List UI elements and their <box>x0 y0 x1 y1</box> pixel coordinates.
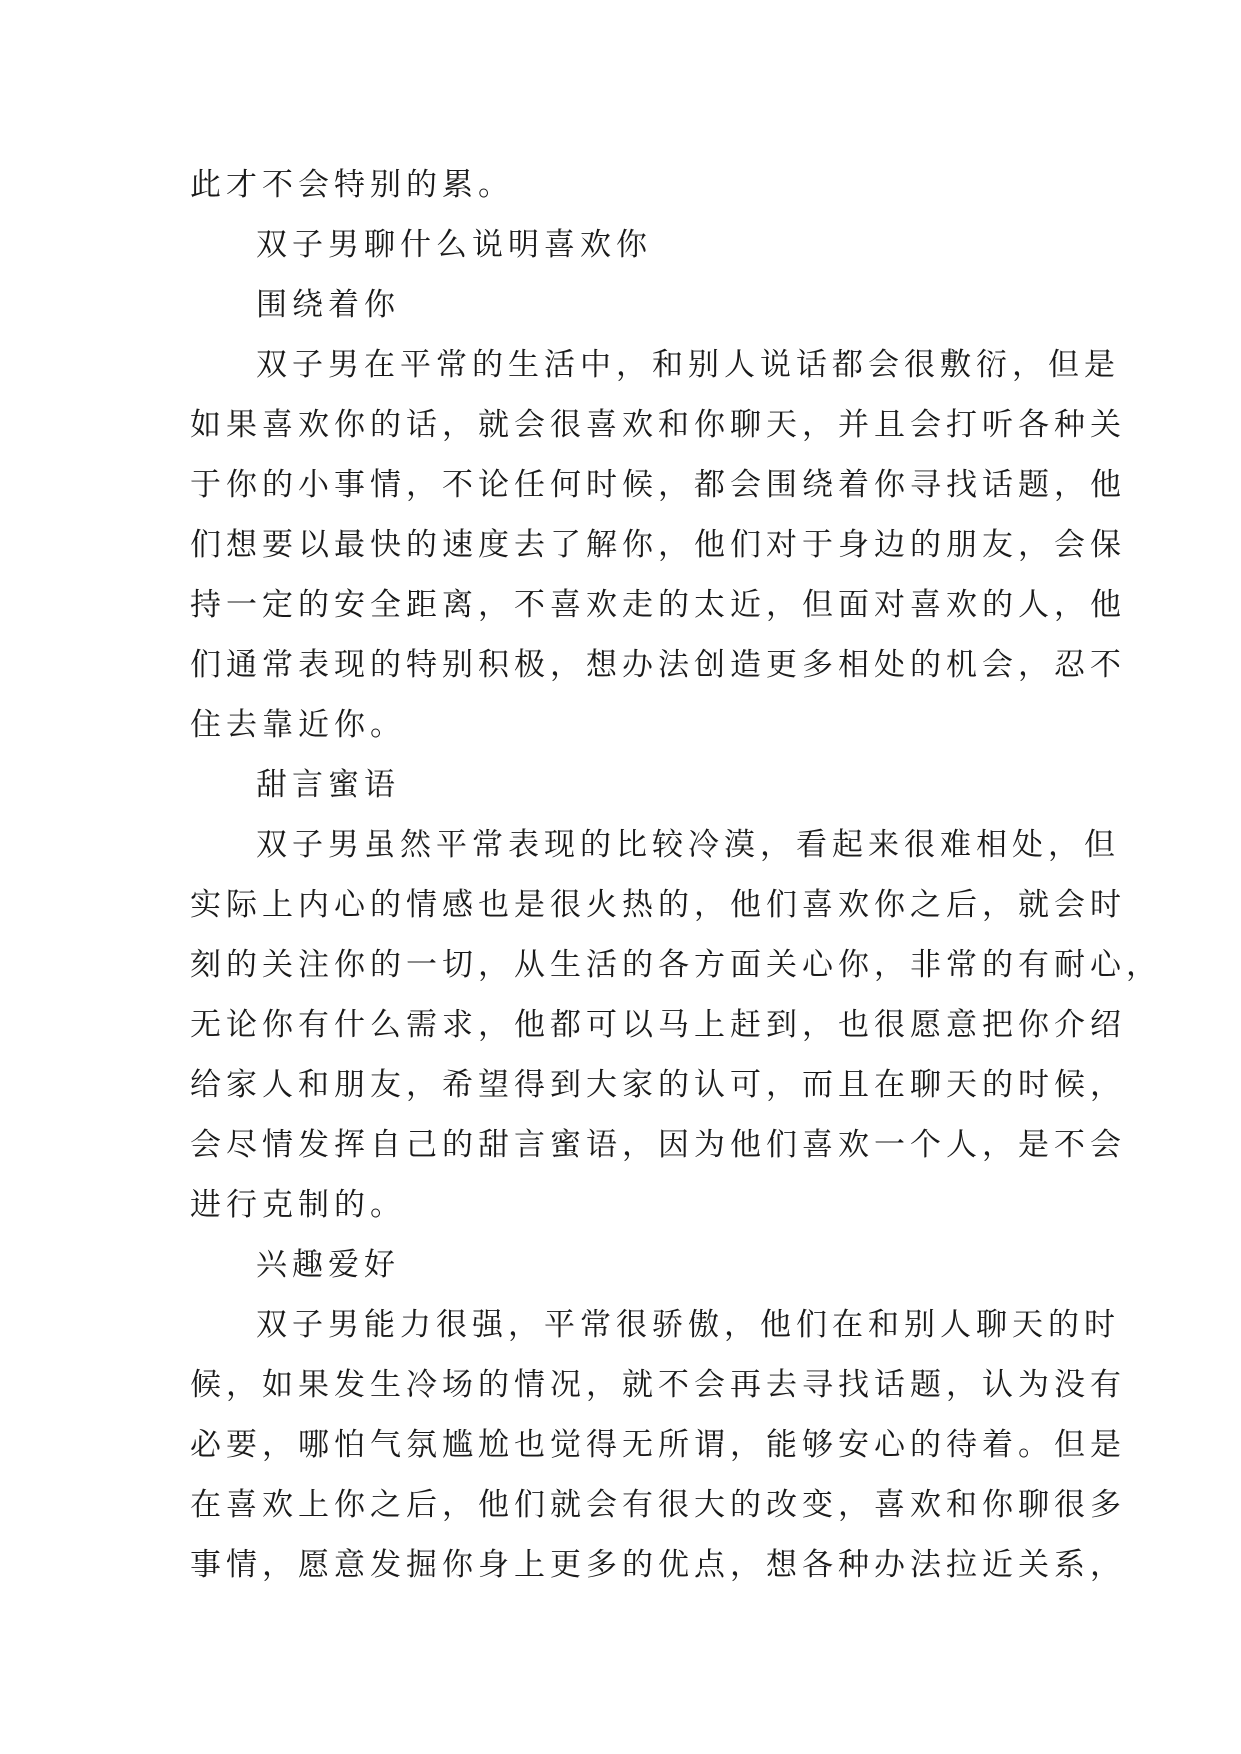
section-title: 双子男聊什么说明喜欢你 <box>256 227 652 263</box>
subheading: 甜言蜜语 <box>256 767 400 803</box>
paragraph-line: 实际上内心的情感也是很火热的，他们喜欢你之后，就会时 <box>190 887 1126 923</box>
paragraph-line: 们想要以最快的速度去了解你，他们对于身边的朋友，会保 <box>190 527 1126 563</box>
paragraph-line: 如果喜欢你的话，就会很喜欢和你聊天，并且会打听各种关 <box>190 407 1126 443</box>
paragraph-line: 事情，愿意发掘你身上更多的优点，想各种办法拉近关系， <box>190 1547 1126 1583</box>
paragraph-line: 双子男虽然平常表现的比较冷漠，看起来很难相处，但 <box>256 827 1120 863</box>
paragraph-line: 刻的关注你的一切，从生活的各方面关心你，非常的有耐心， <box>190 947 1162 983</box>
subheading: 围绕着你 <box>256 287 400 323</box>
paragraph-line: 会尽情发挥自己的甜言蜜语，因为他们喜欢一个人，是不会 <box>190 1127 1126 1163</box>
paragraph-line: 双子男在平常的生活中，和别人说话都会很敷衍，但是 <box>256 347 1120 383</box>
paragraph-line: 住去靠近你。 <box>190 707 406 743</box>
paragraph-line: 进行克制的。 <box>190 1187 406 1223</box>
paragraph-line: 们通常表现的特别积极，想办法创造更多相处的机会，忍不 <box>190 647 1126 683</box>
paragraph-line: 必要，哪怕气氛尴尬也觉得无所谓，能够安心的待着。但是 <box>190 1427 1126 1463</box>
paragraph-line: 候，如果发生冷场的情况，就不会再去寻找话题，认为没有 <box>190 1367 1126 1403</box>
paragraph-line: 给家人和朋友，希望得到大家的认可，而且在聊天的时候， <box>190 1067 1126 1103</box>
paragraph-line: 在喜欢上你之后，他们就会有很大的改变，喜欢和你聊很多 <box>190 1487 1126 1523</box>
document-body <box>190 155 1162 1595</box>
paragraph-line: 于你的小事情，不论任何时候，都会围绕着你寻找话题，他 <box>190 467 1126 503</box>
paragraph-line: 无论你有什么需求，他都可以马上赶到，也很愿意把你介绍 <box>190 1007 1126 1043</box>
subheading: 兴趣爱好 <box>256 1247 400 1283</box>
paragraph-line: 双子男能力很强，平常很骄傲，他们在和别人聊天的时 <box>256 1307 1120 1343</box>
paragraph-line: 此才不会特别的累。 <box>190 167 514 203</box>
paragraph-line: 持一定的安全距离，不喜欢走的太近，但面对喜欢的人，他 <box>190 587 1126 623</box>
